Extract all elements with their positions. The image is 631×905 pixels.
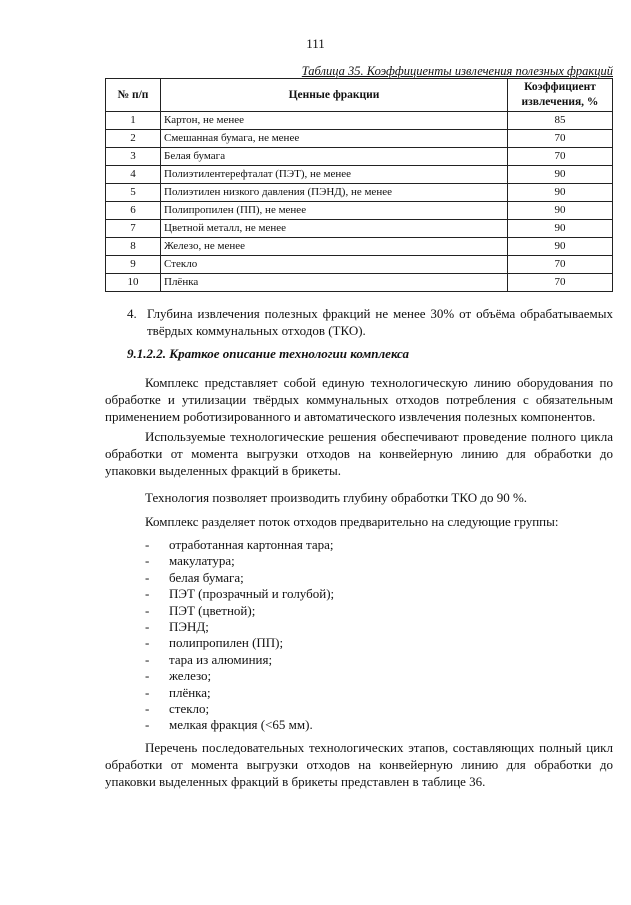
bullet-dash: - bbox=[145, 619, 150, 635]
bullet-dash: - bbox=[145, 602, 150, 618]
cell-num: 8 bbox=[106, 238, 161, 256]
list-item bbox=[127, 668, 334, 684]
list-item-text: полипропилен (ПП); bbox=[169, 635, 284, 651]
list-item-text: макулатура; bbox=[169, 553, 235, 569]
table-row bbox=[106, 220, 613, 238]
cell-num: 7 bbox=[106, 220, 161, 238]
cell-coef: 70 bbox=[508, 130, 613, 148]
list-item bbox=[127, 635, 334, 651]
cell-num: 4 bbox=[106, 166, 161, 184]
cell-name: Стекло bbox=[161, 256, 508, 274]
cell-coef: 70 bbox=[508, 256, 613, 274]
table-body bbox=[106, 112, 613, 292]
fractions-table bbox=[105, 78, 613, 292]
paragraph-4: Комплекс разделяет поток отходов предварительно на следующие группы: bbox=[145, 514, 559, 529]
page-number: 111 bbox=[306, 36, 325, 51]
bullet-dash: - bbox=[145, 586, 150, 602]
cell-num: 2 bbox=[106, 130, 161, 148]
bullet-dash: - bbox=[145, 553, 150, 569]
list-item-text: белая бумага; bbox=[169, 569, 244, 585]
table-row bbox=[106, 148, 613, 166]
list-item bbox=[127, 586, 334, 602]
list-item-text: отработанная картонная тара; bbox=[169, 537, 334, 552]
cell-coef: 90 bbox=[508, 166, 613, 184]
bullet-dash: - bbox=[145, 537, 150, 552]
bullet-dash: - bbox=[145, 684, 150, 700]
cell-num: 10 bbox=[106, 274, 161, 292]
list-item-text: плёнка; bbox=[169, 684, 211, 700]
bullet-dash: - bbox=[145, 635, 150, 651]
table-row bbox=[106, 166, 613, 184]
cell-coef: 90 bbox=[508, 238, 613, 256]
cell-name: Плёнка bbox=[161, 274, 508, 292]
cell-coef: 70 bbox=[508, 274, 613, 292]
table-header-row bbox=[106, 79, 613, 112]
list-item bbox=[127, 603, 334, 619]
cell-name: Картон, не менее bbox=[161, 112, 508, 130]
cell-name: Полипропилен (ПП), не менее bbox=[161, 202, 508, 220]
cell-num: 5 bbox=[106, 184, 161, 202]
cell-num: 6 bbox=[106, 202, 161, 220]
list-item bbox=[127, 701, 334, 717]
cell-name: Полиэтилен низкого давления (ПЭНД), не менее bbox=[161, 184, 508, 202]
list-item-text: мелкая фракция (<65 мм). bbox=[169, 717, 313, 733]
waste-groups-list bbox=[127, 537, 334, 734]
cell-name: Цветной металл, не менее bbox=[161, 220, 508, 238]
list-item-text: ПЭТ (прозрачный и голубой); bbox=[169, 586, 335, 602]
cell-name: Железо, не менее bbox=[161, 238, 508, 256]
table-row bbox=[106, 256, 613, 274]
paragraph-1: Комплекс представляет собой единую технологическую линию оборудования по обработке и утилизации твёрдых коммунальных отходов потребления с обязательным применением роботизированного и автоматического извлечения полезных компонентов. bbox=[105, 375, 613, 424]
paragraph-5: Перечень последовательных технологических этапов, составляющих полный цикл обработки от момента выгрузки отходов на конвейерную линию для обработки до упаковки выделенных фракций в брикеты представлен в таблице 36. bbox=[105, 740, 613, 789]
table-row bbox=[106, 130, 613, 148]
table-row bbox=[106, 238, 613, 256]
list-item-text: тара из алюминия; bbox=[169, 651, 273, 667]
list-item bbox=[127, 570, 334, 586]
list-item-text: ПЭНД; bbox=[169, 619, 209, 635]
cell-name: Белая бумага bbox=[161, 148, 508, 166]
header-coef bbox=[508, 79, 613, 112]
bullet-dash: - bbox=[145, 569, 150, 585]
list-item bbox=[127, 553, 334, 569]
list-item bbox=[127, 652, 334, 668]
section-heading: 9.1.2.2. Краткое описание технологии комплекса bbox=[127, 346, 409, 361]
cell-coef: 70 bbox=[508, 148, 613, 166]
table-row bbox=[106, 184, 613, 202]
list-item-text: ПЭТ (цветной); bbox=[169, 602, 256, 618]
header-coef-line2: извлечения, % bbox=[521, 96, 599, 108]
list-item bbox=[127, 685, 334, 701]
bullet-dash: - bbox=[145, 668, 150, 684]
table-row bbox=[106, 274, 613, 292]
table-row bbox=[106, 202, 613, 220]
item-text: Глубина извлечения полезных фракций не менее 30% от объёма обрабатываемых твёрдых коммунальных отходов (ТКО). bbox=[147, 306, 613, 338]
cell-name: Полиэтилентерефталат (ПЭТ), не менее bbox=[161, 166, 508, 184]
list-item bbox=[127, 717, 334, 733]
cell-name: Смешанная бумага, не менее bbox=[161, 130, 508, 148]
item-marker: 4. bbox=[127, 306, 137, 321]
bullet-dash: - bbox=[145, 701, 150, 717]
cell-num: 1 bbox=[106, 112, 161, 130]
bullet-dash: - bbox=[145, 717, 150, 733]
header-coef-line1: Коэффициент bbox=[524, 81, 596, 93]
list-item-text: стекло; bbox=[169, 701, 210, 717]
table-caption: Таблица 35. Коэффициенты извлечения полезных фракций bbox=[301, 64, 613, 78]
cell-num: 3 bbox=[106, 148, 161, 166]
numbered-item-4 bbox=[127, 305, 613, 339]
bullet-dash: - bbox=[145, 651, 150, 667]
cell-num: 9 bbox=[106, 256, 161, 274]
cell-coef: 90 bbox=[508, 220, 613, 238]
cell-coef: 90 bbox=[508, 202, 613, 220]
table-row bbox=[106, 112, 613, 130]
header-num: № п/п bbox=[106, 79, 161, 112]
header-name: Ценные фракции bbox=[161, 79, 508, 112]
list-item bbox=[127, 619, 334, 635]
cell-coef: 85 bbox=[508, 112, 613, 130]
list-item bbox=[127, 537, 334, 553]
cell-coef: 90 bbox=[508, 184, 613, 202]
paragraph-3: Технология позволяет производить глубину обработки ТКО до 90 %. bbox=[145, 490, 528, 505]
paragraph-2: Используемые технологические решения обеспечивают проведение полного цикла обработки от момента выгрузки отходов на конвейерную линию для обработки до упаковки выделенных фракций в брикеты. bbox=[105, 429, 613, 478]
list-item-text: железо; bbox=[169, 668, 212, 684]
